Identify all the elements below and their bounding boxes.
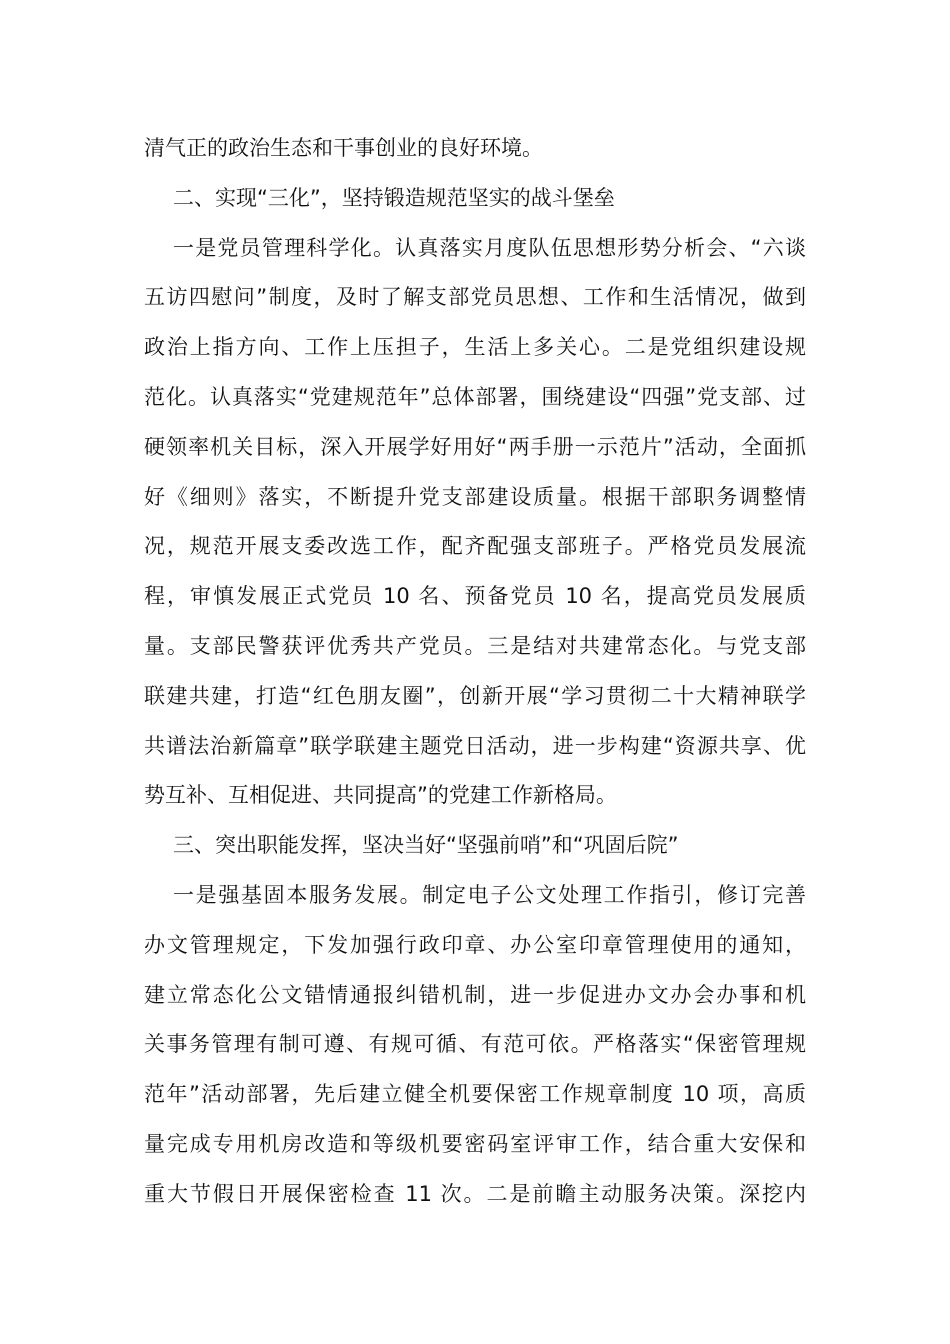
text-line: 硬领率机关目标，深入开展学好用好“两手册一示范片”活动，全面抓 <box>144 434 806 459</box>
text-line: 建立常态化公文错情通报纠错机制，进一步促进办文办会办事和机 <box>144 982 806 1007</box>
text-line: 势互补、互相促进、共同提高”的党建工作新格局。 <box>144 783 617 808</box>
section-heading: 三、突出职能发挥，坚决当好“坚强前哨”和“巩固后院” <box>173 833 679 858</box>
text-line: 重大节假日开展保密检查 11 次。二是前瞻主动服务决策。深挖内 <box>144 1181 806 1206</box>
body-text <box>144 124 806 1220</box>
text-line: 一是党员管理科学化。认真落实月度队伍思想形势分析会、“六谈 <box>173 235 806 260</box>
text-line: 五访四慰问”制度，及时了解支部党员思想、工作和生活情况，做到 <box>144 285 806 310</box>
text-line: 况，规范开展支委改选工作，配齐配强支部班子。严格党员发展流 <box>144 534 806 559</box>
text-line: 范化。认真落实“党建规范年”总体部署，围绕建设“四强”党支部、过 <box>144 384 806 409</box>
text-line: 范年”活动部署，先后建立健全机要保密工作规章制度 10 项，高质 <box>144 1082 806 1107</box>
text-line: 共谱法治新篇章”联学联建主题党日活动，进一步构建“资源共享、优 <box>144 733 806 758</box>
text-line: 量完成专用机房改造和等级机要密码室评审工作，结合重大安保和 <box>144 1131 806 1156</box>
text-line: 量。支部民警获评优秀共产党员。三是结对共建常态化。与党支部 <box>144 633 806 658</box>
text-line: 关事务管理有制可遵、有规可循、有范可依。严格落实“保密管理规 <box>144 1032 806 1057</box>
text-line: 好《细则》落实，不断提升党支部建设质量。根据干部职务调整情 <box>144 484 806 509</box>
text-line: 政治上指方向、工作上压担子，生活上多关心。二是党组织建设规 <box>144 335 806 360</box>
section-heading: 二、实现“三化”，坚持锻造规范坚实的战斗堡垒 <box>173 185 615 210</box>
text-line: 联建共建，打造“红色朋友圈”，创新开展“学习贯彻二十大精神联学 <box>144 683 806 708</box>
text-line: 一是强基固本服务发展。制定电子公文处理工作指引，修订完善 <box>173 882 806 907</box>
text-line: 程，审慎发展正式党员 10 名、预备党员 10 名，提高党员发展质 <box>144 584 806 609</box>
text-line: 清气正的政治生态和干事创业的良好环境。 <box>144 136 543 160</box>
text-line: 办文管理规定，下发加强行政印章、办公室印章管理使用的通知， <box>144 932 806 957</box>
